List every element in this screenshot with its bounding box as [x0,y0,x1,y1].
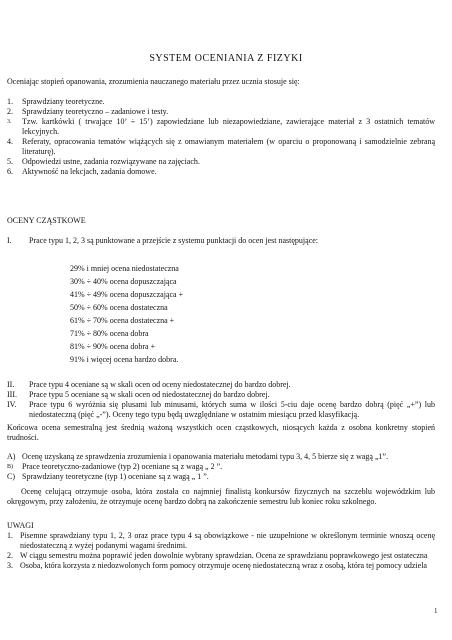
intro-paragraph: Oceniając stopień opanowania, zrozumienia nauczanego materiału przez ucznia stosuje się: [7,77,300,86]
list-text: Referaty, opracowania tematów wiążących się z omawianym materiałem (w oparciu o proponowaną i samodzielnie zebraną literaturę). [22,137,435,156]
list-text: Ocenę uzyskaną ze sprawdzenia zrozumienia i opanowania materiału metodami typu 3, 4, 5 bierze się z wagą „1”. [22,452,389,461]
requirements-list [7,97,435,177]
type1-paragraph [7,236,435,246]
celujaca-paragraph: Ocenę celującą otrzymuje osoba, która została co najmniej finalistą konkursów fizycznych na szczeblu wojewódzkim lub okręgowym, przy założeniu, że otrzymuje ocenę bardzo dobrą na zakończenie semestru lub koniec roku szkolnego. [7,487,435,506]
scale-row: 71% ÷ 80% ocena dobra [70,329,149,338]
list-number: 3. [7,561,13,570]
list-item [7,97,435,107]
list-item [7,462,435,472]
roman-numeral: III. [7,390,17,399]
other-types-list [7,380,435,420]
list-number: 2. [7,107,13,116]
list-letter: C) [7,472,15,481]
list-item [7,117,435,137]
list-text: Pisemne sprawdziany typu 1, 2, 3 oraz prace typu 4 są obowiązkowe - nie uzupełnione w określonym terminie wnoszą ocenę niedostateczną z wyżej podanymi wagami średnimi. [20,531,435,550]
list-item [7,137,435,157]
list-text: Sprawdziany teoretyczne. [22,97,105,106]
scale-row: 41% ÷ 49% ocena dopuszczająca + [70,290,184,299]
list-number: 5. [7,157,13,166]
scale-row: 91% i więcej ocena bardzo dobra. [70,355,179,364]
list-text: Prace typu 6 wyróżnia się plusami lub minusami, których suma w ilości 5-ciu daje ocenę bardzo dobrą (pięć „+”) lub niedostateczną (pięć „-”). Oceny tego typu będą uwzględniane w ostatnim miesiącu przed klasyfikacją. [29,400,435,419]
list-item [7,531,435,551]
list-text: Prace typu 4 oceniane są w skali ocen od oceny niedostatecznej do bardzo dobrej. [29,380,291,389]
list-item [7,107,435,117]
list-item [7,157,435,167]
page-title: SYSTEM OCENIANIA Z FIZYKI [149,53,303,64]
list-item [7,167,435,177]
list-text: Osoba, która korzysta z niedozwolonych form pomocy otrzymuje ocenę niedostateczną wraz z osobą, która tej pomocy udziela [20,561,427,570]
scale-row: 81% ÷ 90% ocena dobra + [70,342,156,351]
scale-row: 29% i mniej ocena niedostateczna [70,264,179,273]
list-number: 3. [7,119,12,125]
list-text: Sprawdziany teoretyczne (typ 1) oceniane są z wagą „ 1 ”. [22,472,209,481]
list-item [7,400,435,420]
uwagi-list [7,531,435,571]
grading-scale [70,262,183,366]
list-letter: B) [7,464,13,470]
list-number: 1. [7,97,13,106]
list-item [7,452,435,462]
scale-row: 50% ÷ 60% ocena dostateczna [70,303,168,312]
scale-row: 30% ÷ 40% ocena dopuszczająca [70,277,177,286]
section-heading: OCENY CZĄSTKOWE [7,216,86,225]
list-item [7,390,435,400]
uwagi-heading: UWAGI [7,521,34,530]
list-text: Prace typu 5 oceniane są w skali ocen od niedostatecznej do bardzo dobrej. [29,390,270,399]
list-text: Tzw. kartkówki ( trwające 10’ ÷ 15’) zapowiedziane lub niezapowiedziane, zawierające materiał z 3 ostatnich tematów lekcyjnych. [22,117,435,136]
roman-numeral: I. [7,236,12,245]
list-item [7,380,435,390]
roman-numeral: II. [7,380,15,389]
type1-text: Prace typu 1, 2, 3 są punktowane a przejście z systemu punktacji do ocen jest następujące: [29,236,319,245]
list-letter: A) [7,452,16,461]
list-number: 4. [7,137,13,146]
list-item [7,551,435,561]
scale-row: 61% ÷ 70% ocena dostateczna + [70,316,175,325]
average-paragraph: Końcowa ocena semestralną jest średnią ważoną wszystkich ocen cząstkowych, niosących każda z osobna konkretny stopień trudności. [7,423,435,442]
list-item [7,472,435,482]
list-number: 2. [7,551,13,560]
list-item [7,561,435,571]
weights-list [7,452,435,482]
list-text: Sprawdziany teoretyczno – zadaniowe i testy. [22,107,169,116]
roman-numeral: IV. [7,400,17,409]
list-number: 6. [7,167,13,176]
list-text: W ciągu semestru można poprawić jeden dowolnie wybrany sprawdzian. Ocena ze sprawdzianu poprawkowego jest ostateczna [20,551,428,560]
list-text: Prace teoretyczno-zadaniowe (typ 2) oceniane są z wagą „ 2 ”. [22,462,223,471]
list-text: Odpowiedzi ustne, zadania rozwiązywane na zajęciach. [22,157,200,166]
list-text: Aktywność na lekcjach, zadania domowe. [22,167,157,176]
page-number: 1 [434,607,438,615]
list-number: 1. [7,531,13,540]
